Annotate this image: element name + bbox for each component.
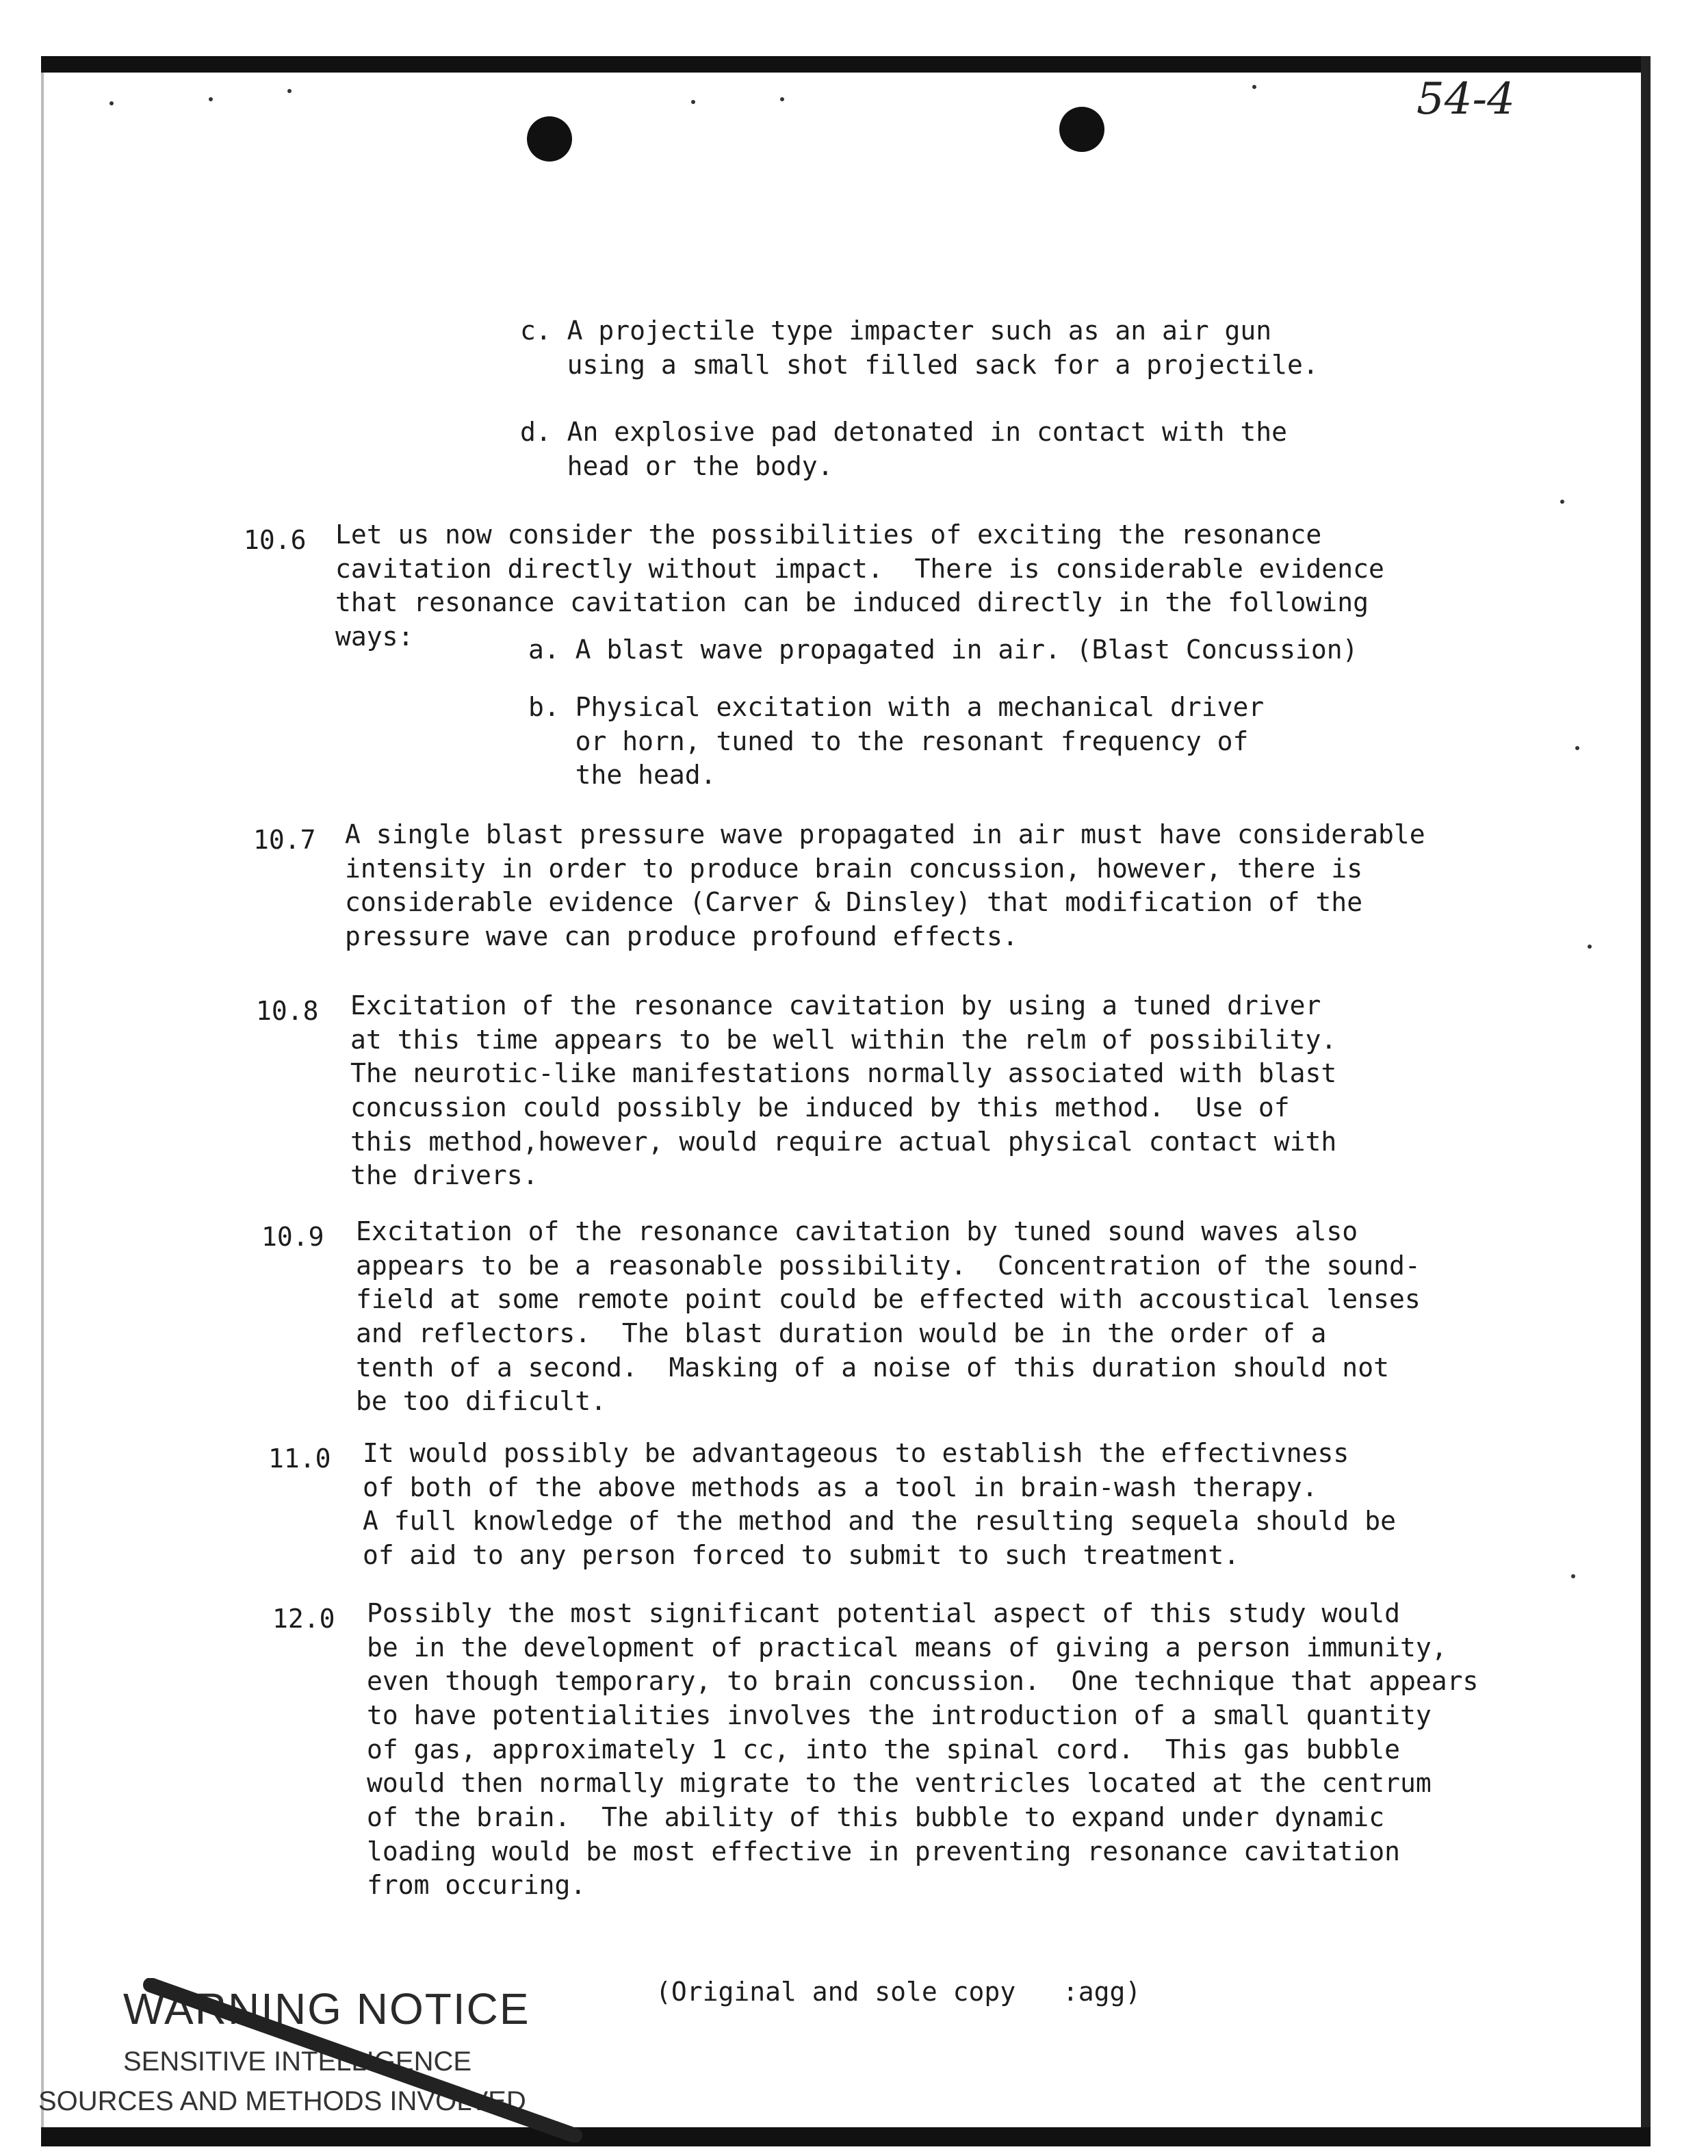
text-line: of both of the above methods as a tool in brain-wash therapy. <box>363 1472 1318 1502</box>
paragraph-number: 10.9 <box>261 1222 324 1252</box>
page-top-edge <box>41 56 1649 73</box>
text-line: loading would be most effective in preventing resonance cavitation <box>367 1836 1400 1866</box>
text-line: Possibly the most significant potential aspect of this study would <box>367 1598 1400 1628</box>
page-number: 54-4 <box>1416 74 1515 125</box>
text-line: would then normally migrate to the ventricles located at the centrum <box>367 1768 1432 1799</box>
text-line: of gas, approximately 1 cc, into the spinal cord. This gas bubble <box>367 1734 1400 1764</box>
text-line: a. A blast wave propagated in air. (Blast Concussion) <box>528 634 1358 665</box>
footer-note: (Original and sole copy :agg) <box>656 1977 1141 2007</box>
text-line: field at some remote point could be effected with accoustical lenses <box>356 1284 1421 1315</box>
paragraph-number: 10.8 <box>256 996 319 1026</box>
text-line: the drivers. <box>350 1160 539 1191</box>
text-line: c. A projectile type impacter such as an air gun <box>520 316 1272 346</box>
speck <box>1560 500 1564 504</box>
paragraph-number: 12.0 <box>272 1604 335 1634</box>
text-line: cavitation directly without impact. There is considerable evidence <box>335 553 1384 584</box>
speck <box>1575 746 1579 750</box>
text-line: The neurotic-like manifestations normally associated with blast <box>350 1058 1337 1089</box>
text-line: It would possibly be advantageous to establish the effectivness <box>363 1438 1349 1468</box>
speck <box>691 100 695 104</box>
text-line: head or the body. <box>520 450 833 481</box>
text-line: concussion could possibly be induced by this method. Use of <box>350 1092 1290 1123</box>
text-line: of the brain. The ability of this bubble to expand under dynamic <box>367 1802 1385 1833</box>
text-line: b. Physical excitation with a mechanical driver <box>528 692 1265 722</box>
page-right-edge <box>1641 56 1651 2130</box>
page-left-edge <box>41 56 44 2137</box>
text-line: this method,however, would require actual physical contact with <box>350 1126 1337 1157</box>
text-line: using a small shot filled sack for a projectile. <box>520 349 1319 380</box>
text-line: appears to be a reasonable possibility. Concentration of the sound- <box>356 1250 1421 1281</box>
text-line: be in the development of practical means of giving a person immunity, <box>367 1632 1447 1663</box>
text-line: and reflectors. The blast duration would be in the order of a <box>356 1318 1327 1349</box>
stamp-line-2: SENSITIVE INTELLIGENCE <box>123 2046 472 2077</box>
text-line: of aid to any person forced to submit to such treatment. <box>363 1540 1240 1571</box>
text-line: the head. <box>528 760 716 791</box>
text-line: that resonance cavitation can be induced directly in the following <box>335 587 1369 618</box>
text-line: A full knowledge of the method and the resulting sequela should be <box>363 1506 1396 1537</box>
paragraph-number: 10.6 <box>244 525 307 555</box>
paragraph-number: 10.7 <box>253 825 316 855</box>
text-line: even though temporary, to brain concussion. One technique that appears <box>367 1666 1479 1697</box>
speck <box>287 89 292 93</box>
punch-hole-right <box>1059 107 1104 152</box>
speck <box>209 97 213 101</box>
speck <box>1252 85 1256 89</box>
text-line: Excitation of the resonance cavitation by using a tuned driver <box>350 990 1321 1021</box>
punch-hole-left <box>527 116 572 162</box>
text-line: Excitation of the resonance cavitation by tuned sound waves also <box>356 1216 1358 1246</box>
text-line: or horn, tuned to the resonant frequency of <box>528 726 1249 756</box>
paragraph-number: 11.0 <box>268 1443 331 1474</box>
text-line: d. An explosive pad detonated in contact with the <box>520 417 1288 447</box>
speck <box>109 101 114 105</box>
text-line: considerable evidence (Carver & Dinsley) that modification of the <box>345 887 1363 918</box>
stamp-slash-mark <box>109 1978 588 2142</box>
text-line: at this time appears to be well within the relm of possibility. <box>350 1024 1337 1055</box>
text-line: to have potentialities involves the introduction of a small quantity <box>367 1700 1432 1731</box>
text-line: intensity in order to produce brain concussion, however, there is <box>345 853 1363 884</box>
text-line: A single blast pressure wave propagated in air must have considerable <box>345 819 1425 849</box>
speck <box>1571 1574 1575 1578</box>
speck <box>1588 945 1592 949</box>
text-line: tenth of a second. Masking of a noise of this duration should not <box>356 1352 1389 1383</box>
speck <box>780 97 784 101</box>
text-line: be too dificult. <box>356 1386 607 1417</box>
text-line: from occuring. <box>367 1870 586 1901</box>
text-line: Let us now consider the possibilities of exciting the resonance <box>335 519 1322 550</box>
text-line: ways: <box>335 621 414 652</box>
warning-stamp <box>38 1971 547 2142</box>
text-line: pressure wave can produce profound effects. <box>345 921 1018 952</box>
stamp-line-1: WARNING NOTICE <box>123 1984 530 2033</box>
stamp-line-3: SOURCES AND METHODS INVOLVED <box>38 2086 526 2116</box>
